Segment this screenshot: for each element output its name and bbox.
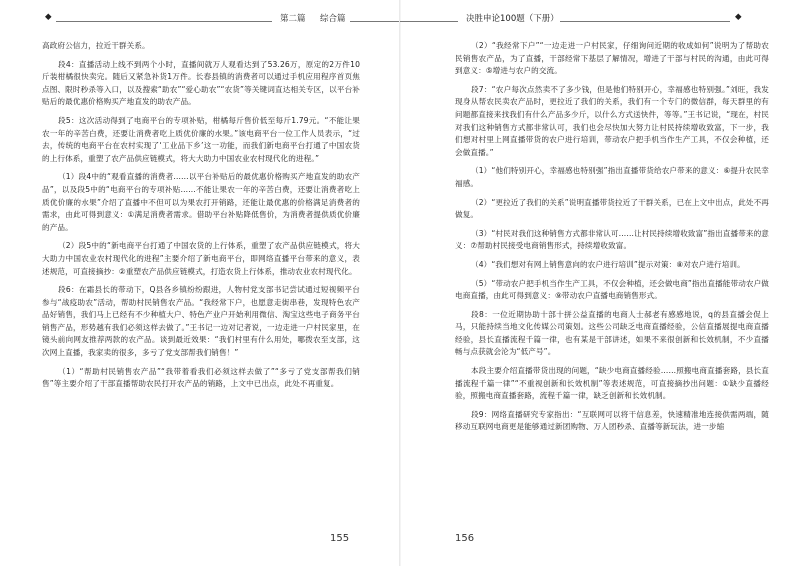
diamond-ornament-icon: ◆ [735, 12, 742, 22]
header-rule-left [400, 21, 458, 22]
book-title: 决胜申论100题（下册） [466, 14, 559, 24]
paragraph: （2）“我经常下户”“一边走进一户村民家，仔细询问近期的收成如何”说明为了帮助农民销售农产品，为了直播，干部经常下基层了解情况，增进了干部与村民的沟通，由此可得到意义：⑤增进与农户的交流。 [455, 41, 769, 76]
paragraph: 段8：一位近期协助十部十拼公益直播的电商人士郝老有感感地说，q的县直播会促上马，只能持续当地文化传媒公司策划。这些公司缺乏电商直播经验，公信直播展提电商直播经验，县长直播流程千篇一律，也有某是干部讲述，如果不来很创新和长效机制，不少直播畅与点获就会沦为“低产号”。 [455, 309, 769, 357]
paragraph: 段7：“农户每次点然卖不了多少钱，但是他们特别开心，幸福感也特别强。”刘旺，我发现身从帮农民卖农产品时，更拉近了我们的关系，我们有一个专门的微信群，每天群里的有问题都直接来找我们有什么产品多少斤，以什么方式送快件，等等。”王书记说，“现在，村民对我们这种销售方式都非常认可，我们也会尽快加大努力让村民持续增收致富，下一步，我们想对村里上网直播带货的农户进行培训，带动农户把手机当作生产工具，不仅会种植，还会做直播。” [455, 84, 769, 157]
paragraph: （1）段4中的“观看直播的消费者……以平台补贴后的最优惠价格购买产地直发的助农产品”，以及段5中的“电商平台的专项补贴……不能让果农一年的辛苦白费，还要让消费者吃上质优价廉的水果”介绍了直播中不但可以为果农打开销路，还能让最优惠的价格满足消费者的需求，由此可得到意义：①满足消费者需求。借助平台补贴降低售价，为消费者提供质优价廉的产品。 [42, 172, 360, 232]
left-page-body [42, 40, 360, 397]
right-page [400, 0, 800, 566]
header-rule [56, 21, 272, 22]
paragraph: （2）段5中的“新电商平台打通了中国农货的上行体系，重塑了农产品供应链模式，将大大助力中国农业农村现代化的进程”主要介绍了新电商平台，即网络直播平台带来的意义，表述规范，可直接摘抄：②重塑农产品供应链模式，打造农货上行体系，推动农业农村现代化。 [42, 241, 360, 276]
diamond-ornament-icon: ◆ [45, 12, 52, 22]
section-label: 综合篇 [320, 14, 346, 24]
paragraph: 段4：直播活动上线不到两个小时，直播间就万人观看达到了53.26万，原定的2万件10斤装柑橘很快卖完。随后又紧急补货1万件。长春县镇的消费者可以通过手机应用程序首页焦点图、限时秒杀等入口，以及搜索“助农”“爱心助农”“农货”等关键词直达相关专区，以平台补贴后的最优惠价格购买产地直发的助农产品。 [42, 59, 360, 107]
paragraph: （3）“村民对我们这种销售方式都非常认可……让村民持续增收致富”指出直播带来的意义：⑦帮助村民接受电商销售形式，持续增收致富。 [455, 228, 769, 251]
chapter-label: 第二篇 [280, 14, 306, 24]
page-number: 155 [330, 533, 350, 544]
paragraph: （2）“更拉近了我们的关系”说明直播带货拉近了干群关系，已在上文中出点，此处不再做复。 [455, 197, 769, 220]
right-page-body [455, 40, 769, 440]
header-rule-right [350, 21, 400, 22]
paragraph: （4）“我们想对有网上销售意向的农户进行培训”提示对策：⑧对农户进行培训。 [471, 259, 745, 269]
paragraph: 段5：这次活动得到了电商平台的专项补贴，柑橘每斤售价低至每斤1.79元。“不能让果农一年的辛苦白费，还要让消费者吃上质优价廉的水果。”该电商平台一位工作人员表示，“过去，传统的电商平台在农村实现了‘工业品下乡’这一功能，而我们新电商平台打通了中国农货的上行体系，重塑了农产品供应链模式，将大大助力中国农业农村现代化的进程。” [42, 115, 360, 163]
paragraph: 段6：在霜县长的带动下，Q县各乡镇纷纷跟进，人物村党支部书记尝试通过短视频平台参与“战疫助农”活动，帮助村民销售农产品。“我经常下户，也愿意走街串巷，发现特色农产品好销售，我们马上已经有不少种植大户、特色产业户开始利用微信、淘宝这些电子商务平台销售产品，形势越有我们必须这样去做了。”王书记一边对记者说，一边走进一户村民家里，在镜头前向网友推荐两款的农产品。谈到最近效果：“我们村里有什么用处，哪拨农至支部，这次网上直播，我家卖的很多，多亏了党支部帮我们销售！” [42, 285, 360, 358]
paragraph: 本段主要介绍直播带货出现的问题，“缺少电商直播经验……照搬电商直播套路，县长直播流程千篇一律”“不重视创新和长效机制”等表述规范，可直接摘抄出问题：①缺少直播经验，照搬电商直播套路，流程千篇一律，缺乏创新和长效机制。 [455, 366, 769, 401]
paragraph: 高政府公信力，拉近干群关系。 [42, 41, 150, 50]
paragraph: （5）“带动农户把手机当作生产工具，不仅会种植，还会做电商”指出直播能带动农户做电商直播，由此可得到意义：⑨带动农户直播电商销售形式。 [455, 278, 769, 301]
page-number: 156 [455, 533, 475, 544]
paragraph: （1）“帮助村民销售农产品”“我带着看我们必须这样去做了”“多亏了党支部帮我们销售”等主要介绍了干部直播帮助农民打开农产品的销路，上文中已出点，此处不再重复。 [42, 366, 360, 389]
header-rule [560, 21, 730, 22]
paragraph: （1）“他们特别开心，幸福感也特别强”指出直播带货给农户带来的意义：⑥提升农民幸福感。 [455, 166, 769, 188]
paragraph: 段9：网络直播研究专家指出：“互联网可以将干信息差，快速精准地连接供需两端，随移动互联网电商更是能够通过新团购物、万人团秒杀、直播等新玩法，进一步缩 [455, 409, 769, 432]
